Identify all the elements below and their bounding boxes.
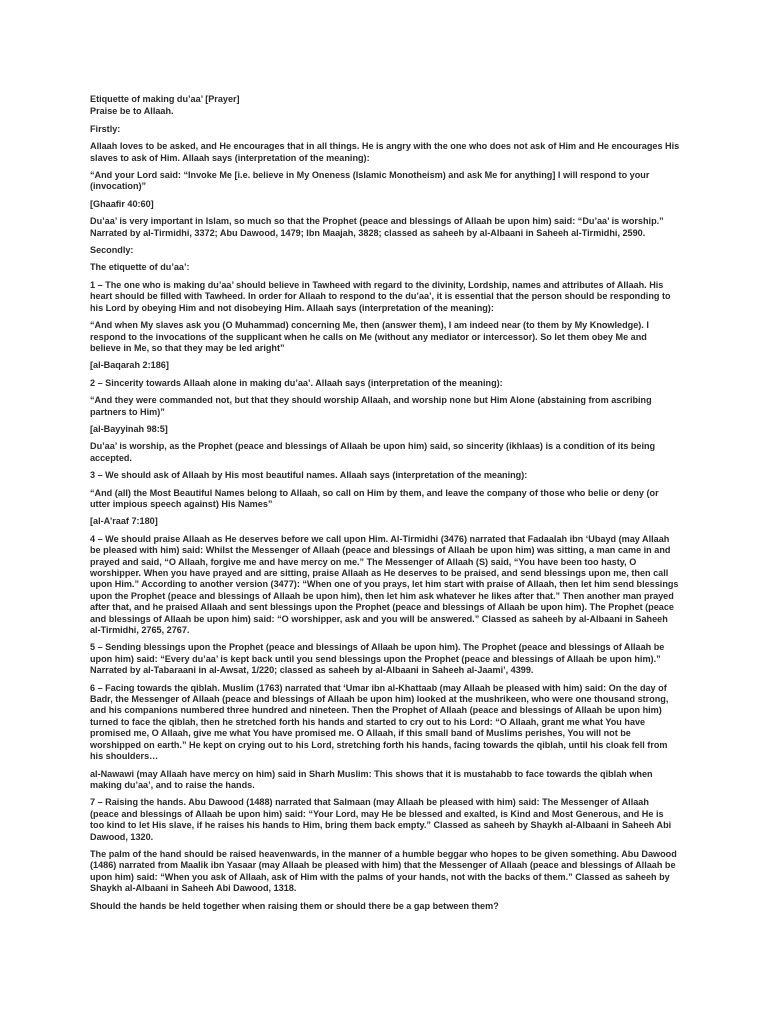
quote: “And your Lord said: “Invoke Me [i.e. believe in My Oneness (Islamic Monotheism) and ask Me for anything] I will respond to your (invocation)” bbox=[90, 170, 650, 192]
paragraph: 4 – We should praise Allaah as He deserves before we call upon Him. Al-Tirmidhi (3476) narrated that Fadaalah ibn ‘Ubayd (may Allaah be pleased with him) said: Whilst the Messenger of Allaah (peace and blessings of Allaah be upon him) was sitting, a man came in and prayed and said, “O Allaah, forgive me and have mercy on me.” The Messenger of Allaah (S) said, “You have been too hasty, O worshipper. When you have prayed and are sitting, praise Allaah as He deserves to be praised, and send blessings upon me, then call upon Him.” According to another version (3477): “When one of you prays, let him start with praise of Allaah, then let him send blessings upon the Prophet (peace and blessings of Allaah be upon him), then let him ask whatever he likes after that.” Then another man prayed after that, and he praised Allaah and sent blessings upon the Prophet (peace and blessings of Allaah be upon him). The Prophet (peace and blessings of Allaah be upon him) said: “O worshipper, ask and you will be answered.” Classed as saheeh by al-Albaani in Saheeh al-Tirmidhi, 2765, 2767. bbox=[90, 533, 679, 636]
quote: “And (all) the Most Beautiful Names belong to Allaah, so call on Him by them, and leave the company of those who belie or deny (or utter impious speech against) His Names” bbox=[90, 487, 659, 509]
paragraph: Praise be to Allaah. bbox=[90, 106, 174, 117]
section-heading: The etiquette of du’aa’: bbox=[90, 262, 190, 273]
paragraph: 5 – Sending blessings upon the Prophet (peace and blessings of Allaah be upon him). The Prophet (peace and blessings of Allaah be upon him) said: “Every du’aa’ is kept back until you send blessings upon the Prophet (peace and blessings of Allaah be upon him).” Narrated by al-Tabaraani in al-Awsat, 1/220; classed as saheeh by al-Albaani in Saheeh al-Jaami’, 4399. bbox=[90, 642, 665, 676]
paragraph: 7 – Raising the hands. Abu Dawood (1488) narrated that Salmaan (may Allaah be pleased with him) said: The Messenger of Allaah (peace and blessings of Allaah be upon him) said: “Your Lord, may He be blessed and exalted, is Kind and Most Generous, and He is too kind to let His slave, if he raises his hands to Him, bring them back empty.” Classed as saheeh by Shaykh al-Albaani in Saheeh Abi Dawood, 1320. bbox=[90, 797, 672, 842]
section-heading: Firstly: bbox=[90, 123, 121, 134]
paragraph: 1 – The one who is making du’aa’ should believe in Tawheed with regard to the divinity, Lordship, names and attributes of Allaah. His heart should be filled with Tawheed. In order for Allaah to respond to the du’aa’, it is essential that the person should be responding to his Lord by obeying Him and not disobeying Him. Allaah says (interpretation of the meaning): bbox=[90, 279, 671, 313]
paragraph: Should the hands be held together when raising them or should there be a gap between them? bbox=[90, 900, 499, 911]
paragraph: al-Nawawi (may Allaah have mercy on him) said in Sharh Muslim: This shows that it is mustahabb to face towards the qiblah when making du’aa’, and to raise the hands. bbox=[90, 768, 653, 790]
paragraph: The palm of the hand should be raised heavenwards, in the manner of a humble beggar who hopes to be given something. Abu Dawood (1486) narrated from Maalik ibn Yasaar (may Allaah be pleased with him) that the Messenger of Allaah (peace and blessings of Allaah be upon him) said: “When you ask of Allaah, ask of Him with the palms of your hands, not with the backs of them.” Classed as saheeh by Shaykh al-Albaani in Saheeh Abi Dawood, 1318. bbox=[90, 848, 677, 894]
quote: “And they were commanded not, but that they should worship Allaah, and worship none but Him Alone (abstaining from ascribing partners to Him)” bbox=[90, 395, 652, 417]
paragraph: 6 – Facing towards the qiblah. Muslim (1763) narrated that ‘Umar ibn al-Khattaab (may Allaah be pleased with him) said: On the day of Badr, the Messenger of Allaah (peace and blessings of Allaah be upon him) looked at the mushrikeen, who were one thousand strong, and his companions numbered three hundred and nineteen. Then the Prophet of Allaah (peace and blessings of Allaah be upon him) turned to face the qiblah, then he stretched forth his hands and started to cry out to his Lord: “O Allaah, grant me what You have promised me, O Allaah, give me what You have promised me. O Allaah, if this small band of Muslims perishes, You will not be worshipped on earth.” He kept on crying out to his Lord, stretching forth his hands, facing towards the qiblah, until his cloak fell from his shoulders… bbox=[90, 682, 669, 762]
citation: [Ghaafir 40:60] bbox=[90, 198, 154, 209]
paragraph: 2 – Sincerity towards Allaah alone in making du’aa’. Allaah says (interpretation of the meaning): bbox=[90, 377, 503, 388]
citation: [al-Bayyinah 98:5] bbox=[90, 423, 168, 434]
paragraph: Allaah loves to be asked, and He encourages that in all things. He is angry with the one who does not ask of Him and He encourages His slaves to ask of Him. Allaah says (interpretation of the meaning): bbox=[90, 141, 680, 163]
paragraph: Du’aa’ is very important in Islam, so much so that the Prophet (peace and blessings of Allaah be upon him) said: “Du’aa’ is worship.” Narrated by al-Tirmidhi, 3372; Abu Dawood, 1479; Ibn Maajah, 3828; classed as saheeh by al-Albaani in Saheeh al-Tirmidhi, 2590. bbox=[90, 216, 664, 238]
paragraph: 3 – We should ask of Allaah by His most beautiful names. Allaah says (interpretation of the meaning): bbox=[90, 470, 528, 481]
section-heading: Secondly: bbox=[90, 245, 134, 256]
paragraph: Du’aa’ is worship, as the Prophet (peace and blessings of Allaah be upon him) said, so sincerity (ikhlaas) is a condition of its being accepted. bbox=[90, 441, 656, 463]
document-title: Etiquette of making du’aa’ [Prayer] bbox=[90, 94, 240, 104]
quote: “And when My slaves ask you (O Muhammad) concerning Me, then (answer them), I am indeed near (to them by My Knowledge). I respond to the invocations of the supplicant when he calls on Me (without any mediator or intercessor). So let them obey Me and believe in Me, so that they may be led aright” bbox=[90, 320, 649, 353]
citation: [al-Baqarah 2:186] bbox=[90, 360, 169, 371]
document-page bbox=[90, 94, 680, 918]
citation: [al-A’raaf 7:180] bbox=[90, 516, 158, 527]
